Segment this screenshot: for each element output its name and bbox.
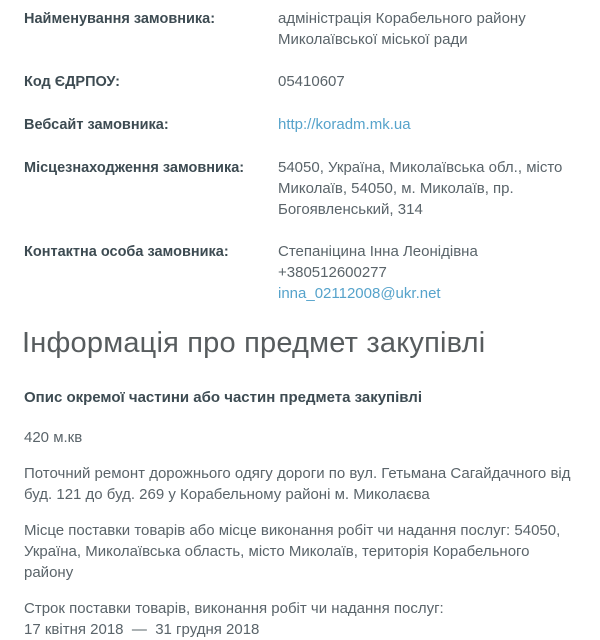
contact-person-name: Степаніцина Інна Леонідівна <box>278 243 478 260</box>
location-value: 54050, Україна, Миколаївська обл., місто Миколаїв, 54050, м. Миколаїв, пр. Богоявленський, 314 <box>278 159 563 218</box>
customer-name-label: Найменування замовника: <box>24 11 216 27</box>
customer-info-table <box>24 8 580 304</box>
row-customer-website <box>24 114 580 136</box>
customer-website-link[interactable]: http://koradm.mk.ua <box>278 116 411 133</box>
delivery-place: Місце поставки товарів або місце виконання робіт чи надання послуг: 54050, Україна, Миколаївська область, місто Миколаїв, територія Корабельного району <box>24 522 561 581</box>
delivery-term-dates: 17 квітня 2018 — 31 грудня 2018 <box>24 621 260 638</box>
edrpou-label: Код ЄДРПОУ: <box>24 74 120 90</box>
contact-person-label: Контактна особа замовника: <box>24 244 229 260</box>
lot-description-heading: Опис окремої частини або частин предмета закупівлі <box>24 389 422 406</box>
row-edrpou-code <box>24 71 580 93</box>
website-label: Вебсайт замовника: <box>24 117 169 133</box>
delivery-term-label: Строк поставки товарів, виконання робіт чи надання послуг: <box>24 600 444 617</box>
location-label: Місцезнаходження замовника: <box>24 160 245 176</box>
contact-person-value <box>278 241 580 304</box>
row-customer-location <box>24 157 580 220</box>
row-contact-person <box>24 241 580 304</box>
contact-person-email-line <box>278 283 580 304</box>
customer-name-value: адміністрація Корабельного району Миколаївської міської ради <box>278 10 526 48</box>
edrpou-value: 05410607 <box>278 73 345 90</box>
subject-description: Поточний ремонт дорожнього одягу дороги по вул. Гетьмана Сагайдачного від буд. 121 до буд. 269 у Корабельному районі м. Миколаєва <box>24 465 571 503</box>
delivery-term <box>24 598 580 640</box>
row-customer-name <box>24 8 580 50</box>
contact-person-email-link[interactable]: inna_02112008@ukr.net <box>278 285 441 302</box>
website-value <box>278 114 580 135</box>
quantity-value: 420 м.кв <box>24 429 83 446</box>
contact-person-phone: +380512600277 <box>278 264 387 281</box>
section-heading-subject-info: Інформація про предмет закупівлі <box>22 327 486 359</box>
